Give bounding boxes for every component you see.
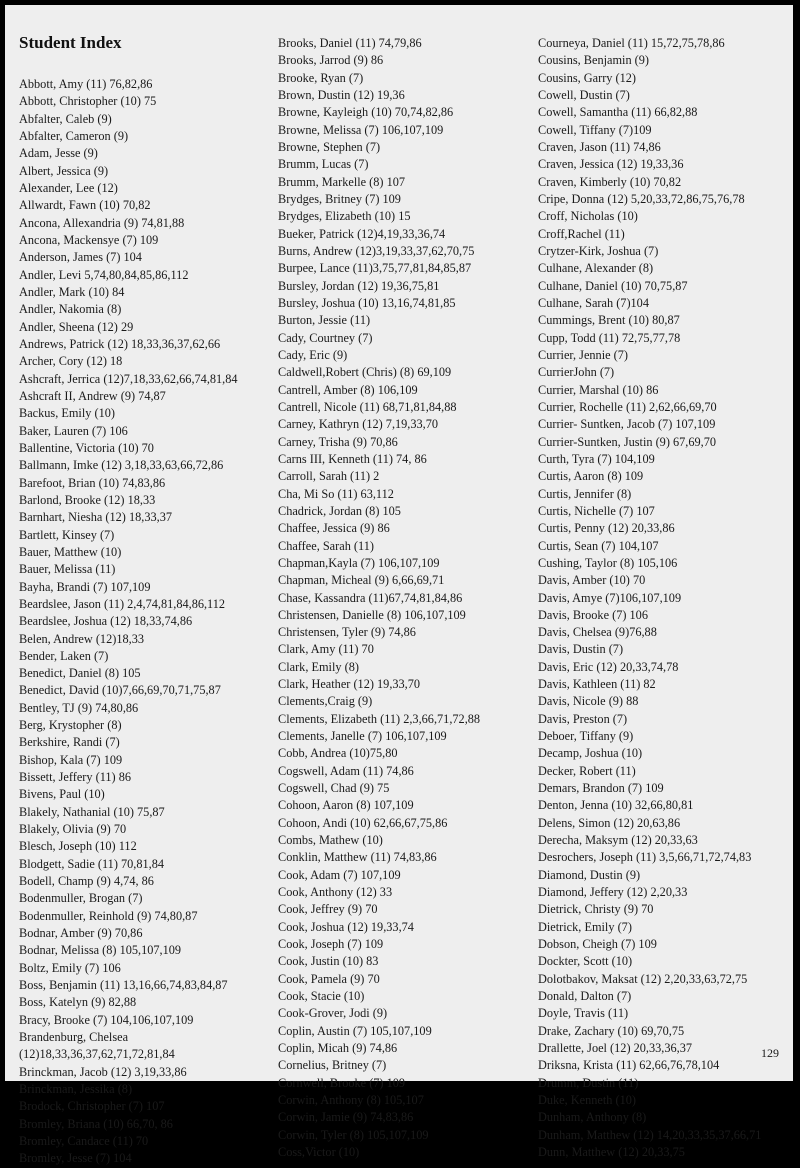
index-entry: Browne, Stephen (7) — [278, 139, 381, 154]
index-entry: Chaffee, Jessica (9) 86 — [278, 521, 390, 536]
index-entry: Croff, Nicholas (10) — [538, 209, 638, 224]
index-entry: Derecha, Maksym (12) 20,33,63 — [538, 833, 698, 848]
index-entry: Dunham, Anthony (8) — [538, 1110, 647, 1125]
index-entry: Cook, Stacie (10) — [278, 989, 365, 1004]
index-entry: Bursley, Joshua (10) 13,16,74,81,85 — [278, 295, 456, 310]
index-entry: Cady, Courtney (7) — [278, 330, 373, 345]
index-entry: Diamond, Jeffery (12) 2,20,33 — [538, 885, 688, 900]
index-entry: Cogswell, Chad (9) 75 — [278, 781, 390, 796]
index-entry: Davis, Amber (10) 70 — [538, 573, 646, 588]
index-entry: Cushing, Taylor (8) 105,106 — [538, 555, 678, 570]
index-entry: Berg, Krystopher (8) — [19, 718, 122, 733]
index-entry: Driksna, Krista (11) 62,66,76,78,104 — [538, 1058, 720, 1073]
index-entry: Davis, Dustin (7) — [538, 642, 624, 657]
index-entry: Barefoot, Brian (10) 74,83,86 — [19, 475, 166, 490]
index-entry: Brooks, Daniel (11) 74,79,86 — [278, 36, 422, 50]
index-entry: Chase, Kassandra (11)67,74,81,84,86 — [278, 590, 463, 605]
page-title: Student Index — [19, 33, 122, 52]
index-entry: Ancona, Mackensye (7) 109 — [19, 232, 159, 247]
index-entry: Burton, Jessie (11) — [278, 313, 371, 328]
index-entry: Albert, Jessica (9) — [19, 163, 109, 178]
index-entry: Curtis, Penny (12) 20,33,86 — [538, 521, 675, 536]
index-entry: Brooke, Ryan (7) — [278, 70, 364, 85]
index-entry: Bodenmuller, Reinhold (9) 74,80,87 — [19, 908, 198, 923]
index-entry: Craven, Kimberly (10) 70,82 — [538, 174, 682, 189]
index-entry: Bodnar, Melissa (8) 105,107,109 — [19, 943, 182, 958]
index-entry: Boltz, Emily (7) 106 — [19, 960, 121, 975]
index-entry: Clements, Elizabeth (11) 2,3,66,71,72,88 — [278, 711, 481, 726]
index-entry: Drallette, Joel (12) 20,33,36,37 — [538, 1041, 693, 1056]
index-entry: Clark, Amy (11) 70 — [278, 642, 374, 657]
index-entry: Culhane, Daniel (10) 70,75,87 — [538, 278, 688, 293]
index-entry: Ancona, Allexandria (9) 74,81,88 — [19, 215, 185, 230]
index-entry: Decamp, Joshua (10) — [538, 746, 643, 761]
index-entry: Currier, Rochelle (11) 2,62,66,69,70 — [538, 399, 717, 414]
index-entry: Clark, Heather (12) 19,33,70 — [278, 677, 421, 692]
index-entry: Ashcraft, Jerrica (12)7,18,33,62,66,74,81,84 — [19, 371, 238, 386]
index-entry: Andrews, Patrick (12) 18,33,36,37,62,66 — [19, 336, 221, 351]
index-entry: Cook, Joseph (7) 109 — [278, 937, 384, 952]
index-entry: Cook, Jeffrey (9) 70 — [278, 902, 378, 917]
index-entry: Cowell, Samantha (11) 66,82,88 — [538, 105, 698, 120]
index-entry: Cantrell, Nicole (11) 68,71,81,84,88 — [278, 399, 457, 414]
index-entry: Cha, Mi So (11) 63,112 — [278, 486, 394, 501]
index-entry: Blakely, Olivia (9) 70 — [19, 822, 127, 837]
index-entry: Brinckman, Jacob (12) 3,19,33,86 — [19, 1064, 187, 1079]
index-entry: Chadrick, Jordan (8) 105 — [278, 503, 401, 518]
index-entry: Cripe, Donna (12) 5,20,33,72,86,75,76,78 — [538, 191, 745, 206]
index-entry: Cousins, Garry (12) — [538, 70, 637, 85]
index-entry: Cook, Justin (10) 83 — [278, 954, 379, 969]
index-entry: Currier, Jennie (7) — [538, 347, 628, 362]
index-entry: Abfalter, Caleb (9) — [19, 111, 112, 126]
index-entry: Combs, Mathew (10) — [278, 833, 383, 848]
index-column-2 — [278, 35, 536, 1161]
index-entry: Cornelius, Britney (7) — [278, 1058, 387, 1073]
index-entry: Duke, Kenneth (10) — [538, 1093, 637, 1108]
index-entry: Blodgett, Sadie (11) 70,81,84 — [19, 856, 165, 871]
index-entry: Coss,Victor (10) — [278, 1145, 360, 1159]
index-entry: Blakely, Nathanial (10) 75,87 — [19, 804, 165, 819]
index-entry: Andler, Nakomia (8) — [19, 302, 122, 317]
index-entry: Andler, Levi 5,74,80,84,85,86,112 — [19, 267, 189, 282]
index-entry: Conklin, Matthew (11) 74,83,86 — [278, 850, 437, 865]
index-entry: Benedict, David (10)7,66,69,70,71,75,87 — [19, 683, 221, 698]
index-entry: Barlond, Brooke (12) 18,33 — [19, 492, 156, 507]
index-page — [5, 5, 793, 1166]
index-entry: Bivens, Paul (10) — [19, 787, 105, 802]
index-entry: Bromley, Candace (11) 70 — [19, 1134, 149, 1149]
index-entry: Bodenmuller, Brogan (7) — [19, 891, 143, 906]
index-entry: Cohoon, Aaron (8) 107,109 — [278, 798, 414, 813]
index-entry: Bentley, TJ (9) 74,80,86 — [19, 700, 139, 715]
index-entry: Christensen, Danielle (8) 106,107,109 — [278, 607, 466, 622]
index-entry: Clark, Emily (8) — [278, 659, 359, 674]
index-entry: Brydges, Elizabeth (10) 15 — [278, 209, 411, 224]
index-entry: Donald, Dalton (7) — [538, 989, 632, 1004]
index-entry: Bauer, Matthew (10) — [19, 544, 122, 559]
index-entry: Delens, Simon (12) 20,63,86 — [538, 815, 681, 830]
index-entry: Bender, Laken (7) — [19, 648, 109, 663]
index-entry: Boss, Katelyn (9) 82,88 — [19, 995, 137, 1010]
index-entry: Cousins, Benjamin (9) — [538, 53, 650, 68]
index-entry: Doyle, Travis (11) — [538, 1006, 629, 1021]
index-entry: Currier, Marshal (10) 86 — [538, 382, 659, 397]
index-entry: Craven, Jason (11) 74,86 — [538, 139, 661, 154]
index-entry: Demars, Brandon (7) 109 — [538, 781, 664, 796]
index-entry: Carns III, Kenneth (11) 74, 86 — [278, 451, 427, 466]
index-entry: Denton, Jenna (10) 32,66,80,81 — [538, 798, 694, 813]
index-entry: Bartlett, Kinsey (7) — [19, 527, 115, 542]
index-entry: Brumm, Markelle (8) 107 — [278, 174, 406, 189]
index-entry: Anderson, James (7) 104 — [19, 250, 142, 265]
index-entry: Corwin, Anthony (8) 105,107 — [278, 1093, 424, 1108]
index-entry: Cogswell, Adam (11) 74,86 — [278, 763, 414, 778]
index-entry: Dietrick, Emily (7) — [538, 919, 632, 934]
index-entry: Caldwell,Robert (Chris) (8) 69,109 — [278, 365, 452, 380]
index-entry: Clements,Craig (9) — [278, 694, 373, 709]
index-entry: Archer, Cory (12) 18 — [19, 354, 123, 369]
index-entry: Bromley, Briana (10) 66,70, 86 — [19, 1116, 173, 1131]
index-entry: Abbott, Amy (11) 76,82,86 — [19, 77, 153, 91]
index-entry: Craven, Jessica (12) 19,33,36 — [538, 157, 684, 172]
index-entry: Cady, Eric (9) — [278, 347, 348, 362]
index-entry: Courneya, Daniel (11) 15,72,75,78,86 — [538, 36, 725, 50]
index-entry: Cupp, Todd (11) 72,75,77,78 — [538, 330, 681, 345]
index-entry: Browne, Kayleigh (10) 70,74,82,86 — [278, 105, 454, 120]
index-entry: Curtis, Sean (7) 104,107 — [538, 538, 659, 553]
index-entry: Dobson, Cheigh (7) 109 — [538, 937, 657, 952]
index-entry: Cook, Joshua (12) 19,33,74 — [278, 919, 414, 934]
index-entry: Drake, Zachary (10) 69,70,75 — [538, 1023, 685, 1038]
index-entry: Dockter, Scott (10) — [538, 954, 633, 969]
index-entry: Dietrick, Christy (9) 70 — [538, 902, 654, 917]
index-entry: Belen, Andrew (12)18,33 — [19, 631, 144, 646]
index-entry: Curtis, Jennifer (8) — [538, 486, 632, 501]
index-entry: Bauer, Melissa (11) — [19, 562, 116, 577]
index-entry: Brooks, Jarrod (9) 86 — [278, 53, 384, 68]
index-entry: Diamond, Dustin (9) — [538, 867, 641, 882]
index-entry: Andler, Mark (10) 84 — [19, 284, 125, 299]
index-entry: Brumm, Lucas (7) — [278, 157, 369, 172]
index-entry: Carroll, Sarah (11) 2 — [278, 469, 380, 484]
index-entry: Ballentine, Victoria (10) 70 — [19, 440, 154, 455]
index-entry: Backus, Emily (10) — [19, 406, 115, 421]
index-entry: Davis, Brooke (7) 106 — [538, 607, 648, 622]
index-entry: Abfalter, Cameron (9) — [19, 128, 129, 143]
index-entry: Beardslee, Jason (11) 2,4,74,81,84,86,112 — [19, 596, 226, 611]
index-entry: CurrierJohn (7) — [538, 365, 615, 380]
index-entry: Crytzer-Kirk, Joshua (7) — [538, 243, 659, 258]
index-entry: Cook, Adam (7) 107,109 — [278, 867, 401, 882]
index-entry: Chaffee, Sarah (11) — [278, 538, 374, 553]
index-entry: Bayha, Brandi (7) 107,109 — [19, 579, 151, 594]
index-entry: Chapman,Kayla (7) 106,107,109 — [278, 555, 440, 570]
index-entry: Bissett, Jeffery (11) 86 — [19, 770, 132, 785]
index-entry: Cobb, Andrea (10)75,80 — [278, 746, 398, 761]
index-entry: Coplin, Austin (7) 105,107,109 — [278, 1023, 432, 1038]
index-entry: Christensen, Tyler (9) 74,86 — [278, 625, 416, 640]
index-entry: Davis, Nicole (9) 88 — [538, 694, 639, 709]
index-entry: Cowell, Tiffany (7)109 — [538, 122, 652, 137]
index-entry: Burns, Andrew (12)3,19,33,37,62,70,75 — [278, 243, 475, 258]
index-entry: Brinckman, Jessika (8) — [19, 1082, 133, 1097]
index-entry: Decker, Robert (11) — [538, 763, 636, 778]
index-entry: Ballmann, Imke (12) 3,18,33,63,66,72,86 — [19, 458, 224, 473]
index-column-3 — [538, 35, 793, 1161]
index-entry: Berkshire, Randi (7) — [19, 735, 120, 750]
index-entry: Drumm, Dustin (11) — [538, 1075, 639, 1090]
index-entry: Culhane, Alexander (8) — [538, 261, 654, 276]
index-entry: Bursley, Jordan (12) 19,36,75,81 — [278, 278, 440, 293]
index-entry: Andler, Sheena (12) 29 — [19, 319, 134, 334]
index-entry: Cook, Pamela (9) 70 — [278, 971, 380, 986]
index-entry: Bishop, Kala (7) 109 — [19, 752, 123, 767]
index-entry: Alexander, Lee (12) — [19, 180, 118, 195]
page-number: 129 — [761, 1046, 779, 1060]
index-entry: Bromley, Jesse (7) 104 — [19, 1151, 132, 1166]
index-entry: Cantrell, Amber (8) 106,109 — [278, 382, 418, 397]
index-entry: Curth, Tyra (7) 104,109 — [538, 451, 655, 466]
index-entry: Abbott, Christopher (10) 75 — [19, 94, 157, 109]
index-entry: Brodock, Christopher (7) 107 — [19, 1099, 165, 1114]
index-entry: Cook-Grover, Jodi (9) — [278, 1006, 388, 1021]
index-entry: Corwin, Jamie (9) 74,83,86 — [278, 1110, 414, 1125]
index-entry: Carney, Trisha (9) 70,86 — [278, 434, 398, 449]
index-entry: Cummings, Brent (10) 80,87 — [538, 313, 680, 328]
index-entry: Curtis, Nichelle (7) 107 — [538, 503, 655, 518]
index-entry: Corwin, Tyler (8) 105,107,109 — [278, 1127, 429, 1142]
index-entry: Currier- Suntken, Jacob (7) 107,109 — [538, 417, 716, 432]
index-entry: (12)18,33,36,37,62,71,72,81,84 — [19, 1047, 175, 1062]
index-entry: Chapman, Micheal (9) 6,66,69,71 — [278, 573, 445, 588]
index-entry: Allwardt, Fawn (10) 70,82 — [19, 198, 151, 213]
index-entry: Beardslee, Joshua (12) 18,33,74,86 — [19, 614, 193, 629]
index-entry: Bodell, Champ (9) 4,74, 86 — [19, 874, 154, 889]
index-entry: Brown, Dustin (12) 19,36 — [278, 87, 405, 102]
index-entry: Dunham, Matthew (12) 14,20,33,35,37,66,71 — [538, 1127, 762, 1142]
index-entry: Brydges, Britney (7) 109 — [278, 191, 401, 206]
index-entry: Davis, Chelsea (9)76,88 — [538, 625, 657, 640]
index-entry: Bracy, Brooke (7) 104,106,107,109 — [19, 1012, 194, 1027]
index-entry: Cowell, Dustin (7) — [538, 87, 630, 102]
index-entry: Bodnar, Amber (9) 70,86 — [19, 926, 143, 941]
index-entry: Curtis, Aaron (8) 109 — [538, 469, 644, 484]
index-entry: Adam, Jesse (9) — [19, 146, 98, 161]
index-entry: Barnhart, Niesha (12) 18,33,37 — [19, 510, 172, 525]
index-entry: Cook, Anthony (12) 33 — [278, 885, 393, 900]
index-entry: Burpee, Lance (11)3,75,77,81,84,85,87 — [278, 261, 472, 276]
index-entry: Davis, Kathleen (11) 82 — [538, 677, 656, 692]
index-entry: Davis, Preston (7) — [538, 711, 628, 726]
index-entry: Brandenburg, Chelsea — [19, 1030, 129, 1045]
index-entry: Browne, Melissa (7) 106,107,109 — [278, 122, 444, 137]
index-entry: Deboer, Tiffany (9) — [538, 729, 634, 744]
index-entry: Clements, Janelle (7) 106,107,109 — [278, 729, 447, 744]
index-entry: Baker, Lauren (7) 106 — [19, 423, 128, 438]
index-entry: Currier-Suntken, Justin (9) 67,69,70 — [538, 434, 717, 449]
index-entry: Boss, Benjamin (11) 13,16,66,74,83,84,87 — [19, 978, 228, 993]
index-entry: Cornwell, Brooke (7) 109 — [278, 1075, 406, 1090]
index-entry: Bueker, Patrick (12)4,19,33,36,74 — [278, 226, 446, 241]
index-entry: Dunn, Matthew (12) 20,33,75 — [538, 1145, 685, 1159]
index-entry: Desrochers, Joseph (11) 3,5,66,71,72,74,83 — [538, 850, 752, 865]
index-entry: Culhane, Sarah (7)104 — [538, 295, 649, 310]
index-entry: Benedict, Daniel (8) 105 — [19, 666, 141, 681]
index-entry: Blesch, Joseph (10) 112 — [19, 839, 137, 854]
index-entry: Davis, Amye (7)106,107,109 — [538, 590, 682, 605]
index-entry: Dolotbakov, Maksat (12) 2,20,33,63,72,75 — [538, 971, 748, 986]
index-entry: Coplin, Micah (9) 74,86 — [278, 1041, 398, 1056]
index-entry: Davis, Eric (12) 20,33,74,78 — [538, 659, 679, 674]
index-entry: Cohoon, Andi (10) 62,66,67,75,86 — [278, 815, 448, 830]
index-entry: Carney, Kathryn (12) 7,19,33,70 — [278, 417, 439, 432]
index-column-1 — [19, 76, 274, 1168]
index-entry: Ashcraft II, Andrew (9) 74,87 — [19, 388, 166, 403]
index-entry: Croff,Rachel (11) — [538, 226, 625, 241]
